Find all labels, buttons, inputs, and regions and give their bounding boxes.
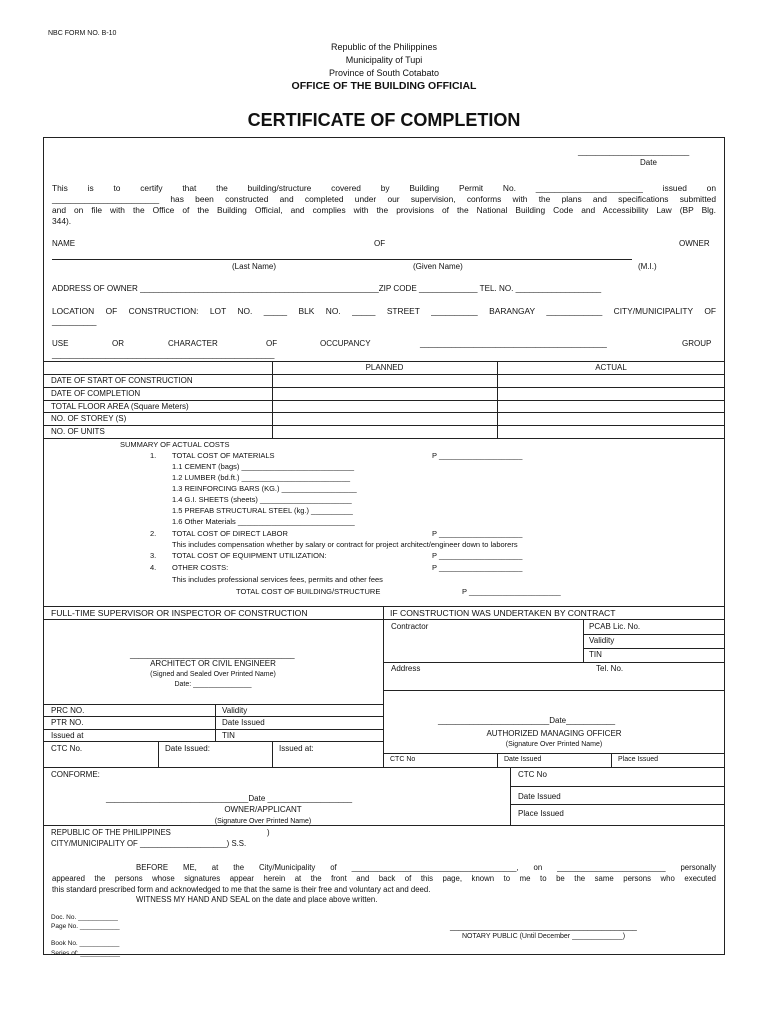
cost-item4: OTHER COSTS: bbox=[172, 563, 229, 572]
row-floor-area: TOTAL FLOOR AREA (Square Meters) bbox=[51, 402, 189, 411]
use-occupancy-line: __________________________________________ bbox=[420, 339, 607, 348]
owner-label: OWNER/APPLICANT bbox=[224, 805, 302, 814]
prc-grid-rule-3 bbox=[43, 729, 383, 730]
supervisor-date: Date: _______________ bbox=[174, 681, 252, 688]
date-line: _________________________ bbox=[578, 147, 690, 156]
certify-line4: 344). bbox=[52, 216, 72, 226]
section-rule-top bbox=[43, 606, 725, 607]
date-label: Date bbox=[640, 158, 657, 167]
name-of-label: OF bbox=[374, 239, 386, 248]
use-line2: __________________________________________________ bbox=[52, 350, 275, 359]
conforme-place-issued-label: Place Issued bbox=[518, 809, 564, 818]
conforme-date-rule bbox=[510, 804, 725, 805]
cost-total: TOTAL COST OF BUILDING/STRUCTURE bbox=[236, 587, 381, 596]
use-occupancy-label: OCCUPANCY bbox=[320, 339, 371, 348]
notary-sig-line: __________________________________________ bbox=[450, 922, 637, 931]
certify-line3: and on file with the Office of the Building Official, and complies with the provisions of the National Building Code and Accessibility Law (BP Blg. bbox=[52, 205, 716, 215]
cost-item1-amount: P ____________________ bbox=[432, 451, 523, 460]
address-row-rule bbox=[383, 690, 725, 691]
pcab-row-rule bbox=[583, 634, 725, 635]
supervisor-role: ARCHITECT OR CIVIL ENGINEER bbox=[150, 659, 276, 668]
prc-grid-rule-4 bbox=[43, 741, 383, 742]
table-row-rule-2 bbox=[43, 387, 725, 388]
cost-sub-cement: 1.1 CEMENT (bags) ___________________________ bbox=[172, 462, 355, 471]
cost-item3-num: 3. bbox=[150, 551, 157, 560]
actual-header: ACTUAL bbox=[595, 363, 627, 372]
header-province: Province of South Cotabato bbox=[328, 68, 440, 78]
location-line1: LOCATION OF CONSTRUCTION: LOT NO. _____ BLK NO. _____ STREET __________ BARANGAY ____________ CITY/MUNICIPALITY OF bbox=[52, 306, 716, 316]
row-date-completion: DATE OF COMPLETION bbox=[51, 389, 141, 398]
officer-ctc-rule bbox=[383, 753, 725, 754]
cost-sub-steel: 1.5 PREFAB STRUCTURAL STEEL (kg.) __________ bbox=[172, 506, 353, 515]
cost-item4-num: 4. bbox=[150, 563, 157, 572]
pcab-cell-rule bbox=[583, 619, 584, 662]
planned-header: PLANNED bbox=[365, 363, 404, 372]
cost-total-amount: P ______________________ bbox=[462, 587, 561, 596]
row-units: NO. OF UNITS bbox=[51, 427, 105, 436]
officer-date-issued-label: Date Issued bbox=[504, 756, 542, 763]
supervisor-ctc-label: CTC No. bbox=[51, 744, 83, 753]
supervisor-tin-label: TIN bbox=[222, 731, 235, 740]
name-label: NAME bbox=[52, 239, 76, 248]
ptr-date-label: Date Issued bbox=[222, 718, 265, 727]
notary-paren: ) bbox=[267, 828, 270, 837]
contract-heading: IF CONSTRUCTION WAS UNDERTAKEN BY CONTRACT bbox=[390, 608, 616, 618]
location-line2: __________ bbox=[52, 317, 97, 326]
table-row-rule-5 bbox=[43, 425, 725, 426]
contract-validity-label: Validity bbox=[589, 636, 615, 645]
contract-tin-label: TIN bbox=[589, 650, 602, 659]
owner-sub: (Signature Over Printed Name) bbox=[214, 818, 312, 825]
notary-public: NOTARY PUBLIC (Until December _____________) bbox=[462, 933, 626, 940]
supervisor-heading: FULL-TIME SUPERVISOR OR INSPECTOR OF CONSTRUCTION bbox=[51, 608, 308, 618]
conforme-ctc-label: CTC No bbox=[518, 770, 547, 779]
use-or-label: OR bbox=[112, 339, 124, 348]
use-label: USE bbox=[52, 339, 69, 348]
cost-sub-gi-sheets: 1.4 G.I. SHEETS (sheets) ______________________ bbox=[172, 495, 352, 504]
header-republic: Republic of the Philippines bbox=[330, 42, 438, 52]
cost-sub-rebar: 1.3 REINFORCING BARS (KG.) __________________ bbox=[172, 484, 357, 493]
supervisor-sig-line: _____________________________________ bbox=[130, 650, 295, 659]
cost-item1-num: 1. bbox=[150, 451, 157, 460]
conforme-bottom-rule bbox=[43, 825, 725, 826]
certify-line2: _______________________ has been constructed and completed under our supervision, conforms with the plans and specifications submitted bbox=[52, 194, 716, 204]
notary-republic: REPUBLIC OF THE PHILIPPINES bbox=[51, 828, 171, 837]
cost-item4-note: This includes professional services fees, permits and other fees bbox=[172, 575, 383, 584]
cost-item2-num: 2. bbox=[150, 529, 157, 538]
header-office: OFFICE OF THE BUILDING OFFICIAL bbox=[291, 80, 477, 92]
contract-address-label: Address bbox=[391, 664, 421, 673]
last-name-caption: (Last Name) bbox=[232, 262, 277, 271]
row-storey: NO. OF STOREY (S) bbox=[51, 414, 127, 423]
supervisor-signed: (Signed and Sealed Over Printed Name) bbox=[150, 671, 276, 678]
ctc-col-rule-1 bbox=[158, 741, 159, 767]
notary-series: Series of: ___________ bbox=[51, 950, 121, 957]
notary-line2: appeared the persons whose signatures appear herein at the front and back of this page, known to me to be the same persons who executed bbox=[52, 874, 716, 883]
conforme-ctc-rule bbox=[510, 786, 725, 787]
notary-page-no: Page No. ___________ bbox=[51, 923, 120, 930]
row-date-start: DATE OF START OF CONSTRUCTION bbox=[51, 376, 193, 385]
validity-row-rule bbox=[583, 648, 725, 649]
notary-before: BEFORE ME, at the City/Municipality of ______________________________________, on _________________________ personally bbox=[136, 863, 716, 872]
page-title: CERTIFICATE OF COMPLETION bbox=[247, 110, 521, 130]
cost-item3-amount: P ____________________ bbox=[432, 551, 523, 560]
conforme-divider bbox=[510, 767, 511, 825]
cost-sub-lumber: 1.2 LUMBER (bd.ft.) __________________________ bbox=[172, 473, 351, 482]
cost-item4-amount: P ____________________ bbox=[432, 563, 523, 572]
notary-doc-no: Doc. No. ___________ bbox=[51, 914, 118, 921]
officer-sig-line: _________________________Date___________ bbox=[438, 716, 616, 725]
use-group-label: GROUP bbox=[682, 339, 712, 348]
prc-grid-rule-1 bbox=[43, 704, 383, 705]
address-row: ADDRESS OF OWNER _____________________________________________________ZIP CODE _____________ TEL. NO. ___________________ bbox=[52, 284, 602, 293]
issued-at-label: Issued at bbox=[51, 731, 84, 740]
contract-tel-label: Tel. No. bbox=[596, 664, 624, 673]
prc-validity-label: Validity bbox=[222, 706, 248, 715]
cost-item1: TOTAL COST OF MATERIALS bbox=[172, 451, 275, 460]
supervisor-ctc-date: Date Issued: bbox=[165, 744, 210, 753]
owner-sig-line: ________________________________Date ___________________ bbox=[106, 794, 353, 803]
prc-grid-col-rule bbox=[215, 704, 216, 741]
contractor-label: Contractor bbox=[391, 622, 429, 631]
form-number: NBC FORM NO. B-10 bbox=[48, 30, 117, 37]
given-name-caption: (Given Name) bbox=[413, 262, 463, 271]
pcab-label: PCAB Lic. No. bbox=[589, 622, 641, 631]
officer-ctc-col-1 bbox=[497, 753, 498, 767]
name-owner-label: OWNER bbox=[679, 239, 710, 248]
officer-label: AUTHORIZED MANAGING OFFICER bbox=[486, 729, 622, 738]
table-row-rule-4 bbox=[43, 412, 725, 413]
conforme-label: CONFORME: bbox=[51, 770, 100, 779]
ptr-label: PTR NO. bbox=[51, 718, 84, 727]
prc-grid-rule-5 bbox=[43, 767, 725, 768]
officer-ctc-col-2 bbox=[611, 753, 612, 767]
officer-ctc-label: CTC No bbox=[390, 756, 416, 763]
cost-item3: TOTAL COST OF EQUIPMENT UTILIZATION: bbox=[172, 551, 327, 560]
cost-sub-other: 1.6 Other Materials ____________________________ bbox=[172, 517, 355, 526]
table-row-rule-6 bbox=[43, 438, 725, 439]
officer-sub: (Signature Over Printed Name) bbox=[505, 741, 603, 748]
section-rule-headings bbox=[43, 619, 725, 620]
notary-witness: WITNESS MY HAND AND SEAL on the date and place above written. bbox=[136, 895, 378, 904]
supervisor-ctc-at: Issued at: bbox=[279, 744, 314, 753]
use-of-label: OF bbox=[266, 339, 278, 348]
table-top-rule bbox=[43, 361, 725, 362]
ctc-col-rule-2 bbox=[272, 741, 273, 767]
table-row-rule-1 bbox=[43, 374, 725, 375]
notary-city: CITY/MUNICIPALITY OF ____________________) S.S. bbox=[51, 839, 247, 848]
table-row-rule-3 bbox=[43, 400, 725, 401]
notary-book-no: Book No. ___________ bbox=[51, 940, 120, 947]
prc-label: PRC NO. bbox=[51, 706, 85, 715]
header-municipality: Municipality of Tupi bbox=[345, 55, 423, 65]
conforme-date-issued-label: Date Issued bbox=[518, 792, 561, 801]
notary-line3: this standard prescribed form and acknowledged to me that the same is their free and voluntary act and deed. bbox=[52, 885, 431, 894]
name-underline bbox=[52, 259, 632, 260]
costs-title: SUMMARY OF ACTUAL COSTS bbox=[120, 440, 230, 449]
cost-item2-amount: P ____________________ bbox=[432, 529, 523, 538]
officer-place-issued-label: Place Issued bbox=[618, 756, 659, 763]
mi-caption: (M.I.) bbox=[638, 262, 657, 271]
tin-row-rule bbox=[383, 662, 725, 663]
use-character-label: CHARACTER bbox=[168, 339, 218, 348]
certify-line1: This is to certify that the building/structure covered by Building Permit No. _______________________ issued on bbox=[52, 183, 716, 193]
prc-grid-rule-2 bbox=[43, 716, 383, 717]
cost-item2: TOTAL COST OF DIRECT LABOR bbox=[172, 529, 288, 538]
cost-item2-note: This includes compensation whether by salary or contract for project architect/engineer down to laborers bbox=[172, 540, 518, 549]
